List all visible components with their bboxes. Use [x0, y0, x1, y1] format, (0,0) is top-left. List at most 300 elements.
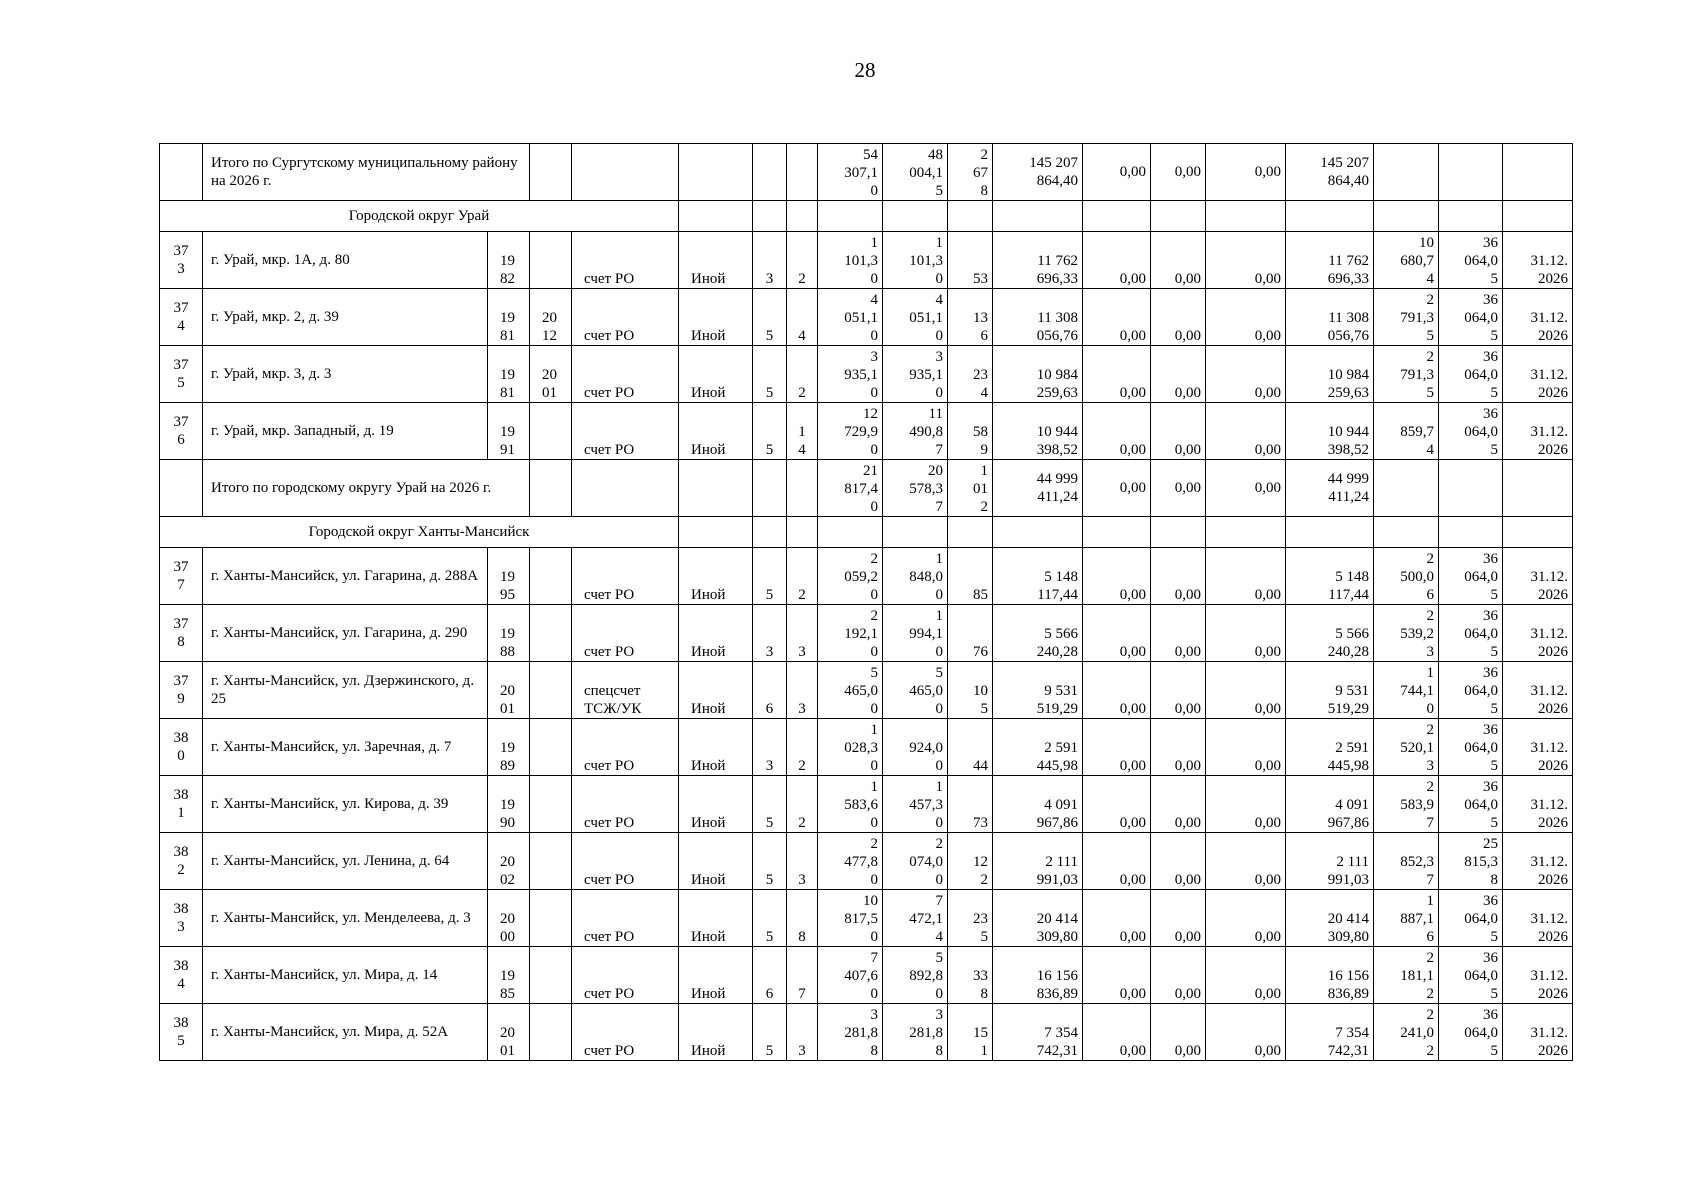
- table-row: [160, 890, 1573, 947]
- unit-limit-cell: 36 064,0 5: [1439, 346, 1503, 403]
- fund-municipal-cell: 0,00: [1206, 144, 1286, 201]
- unit-cost-cell: 1 887,1 6: [1374, 890, 1439, 947]
- entrances-cell: 2: [787, 346, 818, 403]
- unit-limit-cell: 36 064,0 5: [1439, 232, 1503, 289]
- empty-cell: [1374, 517, 1439, 548]
- year-repair-cell: [530, 719, 572, 776]
- row-number-cell: 37 7: [160, 548, 203, 605]
- fund-federal-cell: 0,00: [1083, 403, 1151, 460]
- floors-cell: 5: [753, 403, 787, 460]
- table-row: [160, 289, 1573, 346]
- entrances-cell: 1 4: [787, 403, 818, 460]
- empty-cell: [679, 201, 753, 232]
- cost-total-cell: 10 944 398,52: [993, 403, 1083, 460]
- year-repair-cell: [530, 232, 572, 289]
- unit-limit-cell: 36 064,0 5: [1439, 662, 1503, 719]
- empty-cell: [1439, 517, 1503, 548]
- row-number-cell: 37 5: [160, 346, 203, 403]
- row-number-cell: 37 3: [160, 232, 203, 289]
- empty-cell: [1206, 517, 1286, 548]
- material-cell: Иной: [679, 346, 753, 403]
- fund-federal-cell: 0,00: [1083, 460, 1151, 517]
- entrances-cell: 7: [787, 947, 818, 1004]
- fund-method-cell: счет РО: [572, 548, 679, 605]
- unit-limit-cell: [1439, 144, 1503, 201]
- material-cell: Иной: [679, 605, 753, 662]
- material-cell: [679, 460, 753, 517]
- year-built-cell: 20 00: [488, 890, 530, 947]
- residents-cell: 15 1: [948, 1004, 993, 1061]
- entrances-cell: [787, 144, 818, 201]
- area-total-cell: 1 101,3 0: [818, 232, 883, 289]
- empty-cell: [993, 517, 1083, 548]
- unit-cost-cell: 2 520,1 3: [1374, 719, 1439, 776]
- area-living-cell: 924,0 0: [883, 719, 948, 776]
- cost-total-cell: 11 762 696,33: [993, 232, 1083, 289]
- fund-municipal-cell: 0,00: [1206, 346, 1286, 403]
- year-repair-cell: 20 01: [530, 346, 572, 403]
- area-living-cell: 1 457,3 0: [883, 776, 948, 833]
- year-repair-cell: [530, 144, 572, 201]
- section-title: Городской округ Ханты-Мансийск: [160, 517, 679, 548]
- residents-cell: 44: [948, 719, 993, 776]
- fund-municipal-cell: 0,00: [1206, 776, 1286, 833]
- deadline-cell: 31.12. 2026: [1503, 605, 1573, 662]
- row-number-cell: 38 0: [160, 719, 203, 776]
- area-total-cell: 3 935,1 0: [818, 346, 883, 403]
- empty-cell: [1151, 517, 1206, 548]
- entrances-cell: 3: [787, 605, 818, 662]
- empty-cell: [787, 201, 818, 232]
- address-cell: г. Ханты-Мансийск, ул. Гагарина, д. 288А: [203, 548, 488, 605]
- unit-cost-cell: 2 791,3 5: [1374, 346, 1439, 403]
- fund-regional-cell: 0,00: [1151, 833, 1206, 890]
- address-cell: г. Ханты-Мансийск, ул. Менделеева, д. 3: [203, 890, 488, 947]
- unit-cost-cell: 2 181,1 2: [1374, 947, 1439, 1004]
- floors-cell: 5: [753, 890, 787, 947]
- deadline-cell: [1503, 144, 1573, 201]
- floors-cell: 5: [753, 289, 787, 346]
- unit-cost-cell: 2 791,3 5: [1374, 289, 1439, 346]
- section-row: [160, 201, 1573, 232]
- entrances-cell: 8: [787, 890, 818, 947]
- address-cell: г. Ханты-Мансийск, ул. Кирова, д. 39: [203, 776, 488, 833]
- deadline-cell: 31.12. 2026: [1503, 1004, 1573, 1061]
- deadline-cell: 31.12. 2026: [1503, 890, 1573, 947]
- unit-cost-cell: 2 539,2 3: [1374, 605, 1439, 662]
- empty-cell: [1286, 201, 1374, 232]
- year-built-cell: 19 82: [488, 232, 530, 289]
- area-living-cell: 1 848,0 0: [883, 548, 948, 605]
- area-living-cell: 4 051,1 0: [883, 289, 948, 346]
- fund-regional-cell: 0,00: [1151, 232, 1206, 289]
- deadline-cell: 31.12. 2026: [1503, 232, 1573, 289]
- unit-limit-cell: [1439, 460, 1503, 517]
- fund-municipal-cell: 0,00: [1206, 548, 1286, 605]
- fund-municipal-cell: 0,00: [1206, 719, 1286, 776]
- floors-cell: 5: [753, 346, 787, 403]
- entrances-cell: 2: [787, 548, 818, 605]
- repair-program-table: [159, 143, 1573, 1061]
- fund-municipal-cell: 0,00: [1206, 662, 1286, 719]
- unit-cost-cell: [1374, 460, 1439, 517]
- cost-total-cell: 44 999 411,24: [993, 460, 1083, 517]
- fund-owners-cell: 10 984 259,63: [1286, 346, 1374, 403]
- address-cell: г. Урай, мкр. 1А, д. 80: [203, 232, 488, 289]
- fund-method-cell: счет РО: [572, 605, 679, 662]
- empty-cell: [1083, 517, 1151, 548]
- area-total-cell: 21 817,4 0: [818, 460, 883, 517]
- fund-municipal-cell: 0,00: [1206, 890, 1286, 947]
- empty-cell: [753, 201, 787, 232]
- material-cell: Иной: [679, 947, 753, 1004]
- empty-cell: [1083, 201, 1151, 232]
- fund-regional-cell: 0,00: [1151, 662, 1206, 719]
- area-total-cell: 7 407,6 0: [818, 947, 883, 1004]
- row-number-cell: 38 5: [160, 1004, 203, 1061]
- fund-municipal-cell: 0,00: [1206, 289, 1286, 346]
- floors-cell: 6: [753, 662, 787, 719]
- area-total-cell: 12 729,9 0: [818, 403, 883, 460]
- fund-regional-cell: 0,00: [1151, 605, 1206, 662]
- residents-cell: 10 5: [948, 662, 993, 719]
- fund-owners-cell: 9 531 519,29: [1286, 662, 1374, 719]
- empty-cell: [1151, 201, 1206, 232]
- year-repair-cell: [530, 403, 572, 460]
- fund-regional-cell: 0,00: [1151, 548, 1206, 605]
- fund-federal-cell: 0,00: [1083, 947, 1151, 1004]
- cost-total-cell: 2 591 445,98: [993, 719, 1083, 776]
- empty-cell: [948, 201, 993, 232]
- deadline-cell: 31.12. 2026: [1503, 776, 1573, 833]
- area-living-cell: 48 004,1 5: [883, 144, 948, 201]
- address-cell: г. Ханты-Мансийск, ул. Мира, д. 14: [203, 947, 488, 1004]
- table-row: [160, 833, 1573, 890]
- entrances-cell: 3: [787, 1004, 818, 1061]
- row-number-cell: 38 3: [160, 890, 203, 947]
- total-row: [160, 460, 1573, 517]
- deadline-cell: 31.12. 2026: [1503, 289, 1573, 346]
- deadline-cell: 31.12. 2026: [1503, 947, 1573, 1004]
- floors-cell: [753, 460, 787, 517]
- unit-limit-cell: 25 815,3 8: [1439, 833, 1503, 890]
- fund-owners-cell: 11 308 056,76: [1286, 289, 1374, 346]
- address-cell: г. Ханты-Мансийск, ул. Ленина, д. 64: [203, 833, 488, 890]
- empty-cell: [787, 517, 818, 548]
- unit-limit-cell: 36 064,0 5: [1439, 548, 1503, 605]
- year-repair-cell: 20 12: [530, 289, 572, 346]
- section-row: [160, 517, 1573, 548]
- area-total-cell: 2 059,2 0: [818, 548, 883, 605]
- fund-method-cell: счет РО: [572, 890, 679, 947]
- cost-total-cell: 10 984 259,63: [993, 346, 1083, 403]
- unit-limit-cell: 36 064,0 5: [1439, 719, 1503, 776]
- unit-limit-cell: 36 064,0 5: [1439, 289, 1503, 346]
- residents-cell: 12 2: [948, 833, 993, 890]
- deadline-cell: 31.12. 2026: [1503, 403, 1573, 460]
- area-living-cell: 20 578,3 7: [883, 460, 948, 517]
- floors-cell: 5: [753, 548, 787, 605]
- row-number-cell: 38 2: [160, 833, 203, 890]
- row-number-cell: 37 8: [160, 605, 203, 662]
- fund-municipal-cell: 0,00: [1206, 833, 1286, 890]
- residents-cell: 23 4: [948, 346, 993, 403]
- total-label: Итого по Сургутскому муниципальному району на 2026 г.: [203, 144, 530, 201]
- fund-municipal-cell: 0,00: [1206, 1004, 1286, 1061]
- fund-federal-cell: 0,00: [1083, 548, 1151, 605]
- empty-cell: [883, 517, 948, 548]
- row-number-cell: 37 9: [160, 662, 203, 719]
- row-number-cell: 37 6: [160, 403, 203, 460]
- floors-cell: 5: [753, 776, 787, 833]
- unit-limit-cell: 36 064,0 5: [1439, 1004, 1503, 1061]
- material-cell: Иной: [679, 232, 753, 289]
- material-cell: Иной: [679, 1004, 753, 1061]
- table-row: [160, 232, 1573, 289]
- floors-cell: 5: [753, 1004, 787, 1061]
- address-cell: г. Урай, мкр. 3, д. 3: [203, 346, 488, 403]
- empty-cell: [1286, 517, 1374, 548]
- fund-method-cell: [572, 144, 679, 201]
- table-row: [160, 605, 1573, 662]
- fund-municipal-cell: 0,00: [1206, 947, 1286, 1004]
- fund-owners-cell: 10 944 398,52: [1286, 403, 1374, 460]
- year-built-cell: 19 91: [488, 403, 530, 460]
- cost-total-cell: 4 091 967,86: [993, 776, 1083, 833]
- area-total-cell: 2 477,8 0: [818, 833, 883, 890]
- unit-cost-cell: 852,3 7: [1374, 833, 1439, 890]
- fund-regional-cell: 0,00: [1151, 346, 1206, 403]
- fund-owners-cell: 16 156 836,89: [1286, 947, 1374, 1004]
- cost-total-cell: 7 354 742,31: [993, 1004, 1083, 1061]
- year-repair-cell: [530, 460, 572, 517]
- fund-owners-cell: 11 762 696,33: [1286, 232, 1374, 289]
- fund-method-cell: счет РО: [572, 403, 679, 460]
- row-number-cell: 38 1: [160, 776, 203, 833]
- row-number-cell: 38 4: [160, 947, 203, 1004]
- year-built-cell: 19 81: [488, 346, 530, 403]
- fund-method-cell: счет РО: [572, 947, 679, 1004]
- fund-method-cell: [572, 460, 679, 517]
- unit-cost-cell: 10 680,7 4: [1374, 232, 1439, 289]
- year-built-cell: 19 90: [488, 776, 530, 833]
- year-built-cell: 19 95: [488, 548, 530, 605]
- year-built-cell: 19 89: [488, 719, 530, 776]
- fund-method-cell: счет РО: [572, 776, 679, 833]
- floors-cell: [753, 144, 787, 201]
- table-row: [160, 719, 1573, 776]
- fund-federal-cell: 0,00: [1083, 232, 1151, 289]
- empty-cell: [753, 517, 787, 548]
- area-total-cell: 3 281,8 8: [818, 1004, 883, 1061]
- deadline-cell: [1503, 460, 1573, 517]
- empty-cell: [1374, 201, 1439, 232]
- material-cell: Иной: [679, 776, 753, 833]
- entrances-cell: 3: [787, 833, 818, 890]
- fund-method-cell: счет РО: [572, 1004, 679, 1061]
- fund-method-cell: счет РО: [572, 833, 679, 890]
- fund-municipal-cell: 0,00: [1206, 605, 1286, 662]
- floors-cell: 3: [753, 719, 787, 776]
- address-cell: г. Ханты-Мансийск, ул. Заречная, д. 7: [203, 719, 488, 776]
- area-total-cell: 5 465,0 0: [818, 662, 883, 719]
- material-cell: Иной: [679, 719, 753, 776]
- cost-total-cell: 2 111 991,03: [993, 833, 1083, 890]
- area-living-cell: 5 892,8 0: [883, 947, 948, 1004]
- fund-owners-cell: 2 591 445,98: [1286, 719, 1374, 776]
- table-row: [160, 346, 1573, 403]
- fund-method-cell: счет РО: [572, 719, 679, 776]
- address-cell: г. Урай, мкр. Западный, д. 19: [203, 403, 488, 460]
- cost-total-cell: 20 414 309,80: [993, 890, 1083, 947]
- row-number-cell: 37 4: [160, 289, 203, 346]
- deadline-cell: 31.12. 2026: [1503, 833, 1573, 890]
- year-built-cell: 20 02: [488, 833, 530, 890]
- empty-cell: [1206, 201, 1286, 232]
- area-living-cell: 11 490,8 7: [883, 403, 948, 460]
- entrances-cell: 3: [787, 662, 818, 719]
- year-repair-cell: [530, 605, 572, 662]
- unit-limit-cell: 36 064,0 5: [1439, 776, 1503, 833]
- material-cell: [679, 144, 753, 201]
- area-living-cell: 3 935,1 0: [883, 346, 948, 403]
- area-total-cell: 10 817,5 0: [818, 890, 883, 947]
- address-cell: г. Урай, мкр. 2, д. 39: [203, 289, 488, 346]
- fund-federal-cell: 0,00: [1083, 605, 1151, 662]
- fund-owners-cell: 7 354 742,31: [1286, 1004, 1374, 1061]
- residents-cell: 85: [948, 548, 993, 605]
- cost-total-cell: 5 566 240,28: [993, 605, 1083, 662]
- empty-cell: [993, 201, 1083, 232]
- total-label: Итого по городскому округу Урай на 2026 г.: [203, 460, 530, 517]
- year-built-cell: 19 85: [488, 947, 530, 1004]
- year-repair-cell: [530, 776, 572, 833]
- fund-regional-cell: 0,00: [1151, 890, 1206, 947]
- year-repair-cell: [530, 890, 572, 947]
- address-cell: г. Ханты-Мансийск, ул. Дзержинского, д. 25: [203, 662, 488, 719]
- fund-owners-cell: 2 111 991,03: [1286, 833, 1374, 890]
- table-row: [160, 1004, 1573, 1061]
- year-built-cell: 20 01: [488, 1004, 530, 1061]
- page-number: 28: [854, 58, 876, 82]
- residents-cell: 2 67 8: [948, 144, 993, 201]
- entrances-cell: 2: [787, 719, 818, 776]
- empty-cell: [883, 201, 948, 232]
- area-living-cell: 3 281,8 8: [883, 1004, 948, 1061]
- material-cell: Иной: [679, 548, 753, 605]
- deadline-cell: 31.12. 2026: [1503, 548, 1573, 605]
- year-built-cell: 20 01: [488, 662, 530, 719]
- residents-cell: 53: [948, 232, 993, 289]
- empty-cell: [679, 517, 753, 548]
- fund-federal-cell: 0,00: [1083, 346, 1151, 403]
- cost-total-cell: 9 531 519,29: [993, 662, 1083, 719]
- floors-cell: 3: [753, 232, 787, 289]
- fund-municipal-cell: 0,00: [1206, 232, 1286, 289]
- area-living-cell: 1 994,1 0: [883, 605, 948, 662]
- deadline-cell: 31.12. 2026: [1503, 662, 1573, 719]
- area-total-cell: 1 028,3 0: [818, 719, 883, 776]
- empty-cell: [1503, 517, 1573, 548]
- fund-regional-cell: 0,00: [1151, 947, 1206, 1004]
- table-row: [160, 776, 1573, 833]
- residents-cell: 23 5: [948, 890, 993, 947]
- unit-limit-cell: 36 064,0 5: [1439, 947, 1503, 1004]
- residents-cell: 73: [948, 776, 993, 833]
- unit-cost-cell: 2 500,0 6: [1374, 548, 1439, 605]
- floors-cell: 3: [753, 605, 787, 662]
- area-total-cell: 2 192,1 0: [818, 605, 883, 662]
- area-living-cell: 5 465,0 0: [883, 662, 948, 719]
- floors-cell: 6: [753, 947, 787, 1004]
- address-cell: г. Ханты-Мансийск, ул. Мира, д. 52А: [203, 1004, 488, 1061]
- fund-regional-cell: 0,00: [1151, 1004, 1206, 1061]
- fund-method-cell: счет РО: [572, 346, 679, 403]
- year-repair-cell: [530, 833, 572, 890]
- fund-regional-cell: 0,00: [1151, 144, 1206, 201]
- cost-total-cell: 5 148 117,44: [993, 548, 1083, 605]
- table-row: [160, 662, 1573, 719]
- table-row: [160, 548, 1573, 605]
- floors-cell: 5: [753, 833, 787, 890]
- unit-cost-cell: 1 744,1 0: [1374, 662, 1439, 719]
- fund-federal-cell: 0,00: [1083, 1004, 1151, 1061]
- fund-federal-cell: 0,00: [1083, 719, 1151, 776]
- unit-cost-cell: 2 583,9 7: [1374, 776, 1439, 833]
- fund-owners-cell: 44 999 411,24: [1286, 460, 1374, 517]
- row-number-cell: [160, 460, 203, 517]
- fund-regional-cell: 0,00: [1151, 289, 1206, 346]
- entrances-cell: 2: [787, 232, 818, 289]
- fund-regional-cell: 0,00: [1151, 403, 1206, 460]
- fund-municipal-cell: 0,00: [1206, 460, 1286, 517]
- empty-cell: [818, 201, 883, 232]
- fund-owners-cell: 5 148 117,44: [1286, 548, 1374, 605]
- area-living-cell: 2 074,0 0: [883, 833, 948, 890]
- residents-cell: 33 8: [948, 947, 993, 1004]
- empty-cell: [818, 517, 883, 548]
- material-cell: Иной: [679, 890, 753, 947]
- year-repair-cell: [530, 548, 572, 605]
- table-row: [160, 403, 1573, 460]
- area-living-cell: 1 101,3 0: [883, 232, 948, 289]
- unit-cost-cell: 2 241,0 2: [1374, 1004, 1439, 1061]
- row-number-cell: [160, 144, 203, 201]
- entrances-cell: [787, 460, 818, 517]
- cost-total-cell: 16 156 836,89: [993, 947, 1083, 1004]
- fund-federal-cell: 0,00: [1083, 289, 1151, 346]
- unit-cost-cell: [1374, 144, 1439, 201]
- address-cell: г. Ханты-Мансийск, ул. Гагарина, д. 290: [203, 605, 488, 662]
- year-repair-cell: [530, 1004, 572, 1061]
- area-total-cell: 54 307,1 0: [818, 144, 883, 201]
- fund-regional-cell: 0,00: [1151, 719, 1206, 776]
- fund-municipal-cell: 0,00: [1206, 403, 1286, 460]
- total-row: [160, 144, 1573, 201]
- year-repair-cell: [530, 662, 572, 719]
- residents-cell: 58 9: [948, 403, 993, 460]
- entrances-cell: 2: [787, 776, 818, 833]
- fund-regional-cell: 0,00: [1151, 460, 1206, 517]
- fund-owners-cell: 5 566 240,28: [1286, 605, 1374, 662]
- year-built-cell: 19 88: [488, 605, 530, 662]
- material-cell: Иной: [679, 289, 753, 346]
- unit-cost-cell: 859,7 4: [1374, 403, 1439, 460]
- fund-federal-cell: 0,00: [1083, 776, 1151, 833]
- material-cell: Иной: [679, 403, 753, 460]
- fund-regional-cell: 0,00: [1151, 776, 1206, 833]
- fund-federal-cell: 0,00: [1083, 833, 1151, 890]
